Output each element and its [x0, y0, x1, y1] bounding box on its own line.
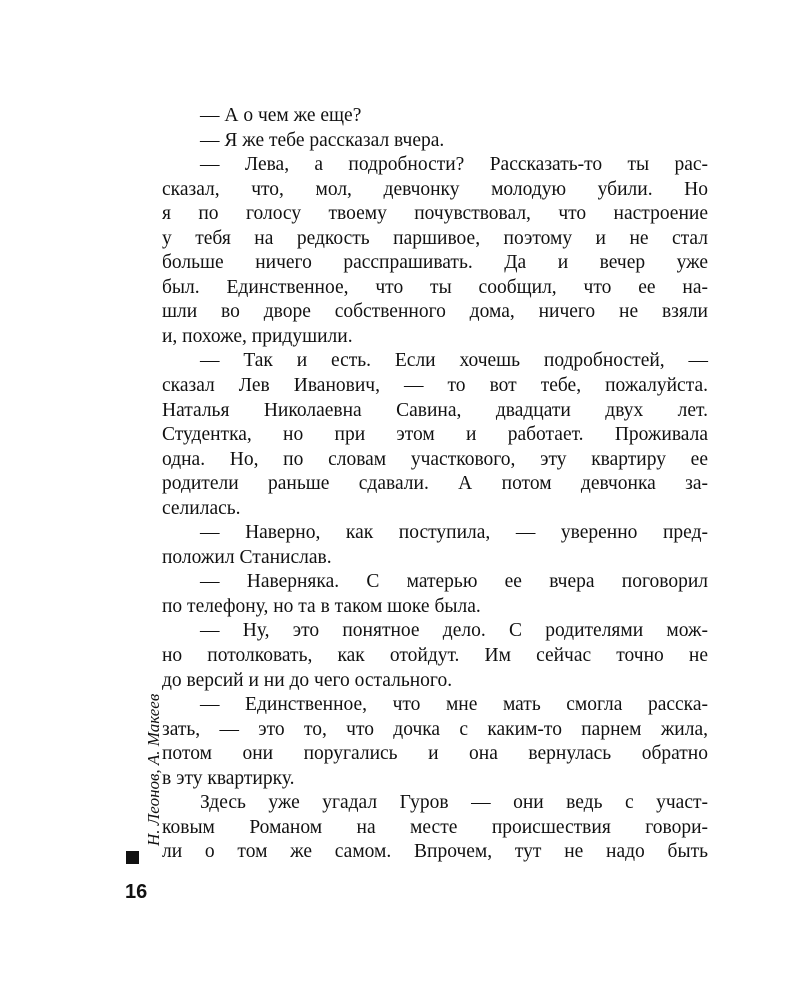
text-line: Наталья Николаевна Савина, двадцати двух лет.: [162, 399, 708, 421]
page-number: 16: [125, 881, 148, 903]
text-line: но потолковать, как отойдут. Им сейчас точно не: [162, 645, 708, 667]
text-line: Здесь уже угадал Гуров — они ведь с участ-: [200, 792, 708, 814]
text-line: у тебя на редкость паршивое, поэтому и не стал: [162, 227, 708, 249]
text-line: — Наверняка. С матерью ее вчера поговорил: [200, 571, 708, 593]
text-line: Студентка, но при этом и работает. Проживала: [162, 424, 708, 446]
text-line: — Ну, это понятное дело. С родителями мож-: [200, 620, 708, 642]
text-line: был. Единственное, что ты сообщил, что ее на-: [162, 276, 708, 298]
text-line: в эту квартирку.: [162, 767, 295, 789]
text-line: ковым Романом на месте происшествия говори-: [162, 816, 708, 838]
text-line: я по голосу твоему почувствовал, что настроение: [162, 203, 708, 225]
text-line: по телефону, но та в таком шоке была.: [162, 595, 481, 617]
text-line: — Я же тебе рассказал вчера.: [200, 129, 445, 151]
running-head-authors: Н. Леонов, А. Макеев: [144, 693, 163, 846]
text-line: ли о том же самом. Впрочем, тут не надо быть: [162, 841, 708, 863]
text-line: — А о чем же еще?: [200, 105, 362, 126]
text-line: положил Станислав.: [162, 546, 332, 568]
text-line: сказал Лев Иванович, — то вот тебе, пожалуйста.: [162, 375, 708, 397]
text-line: сказал, что, мол, девчонку молодую убили. Но: [162, 178, 708, 200]
text-line: — Наверно, как поступила, — уверенно пред-: [200, 522, 708, 544]
text-line: до версий и ни до чего остального.: [162, 669, 453, 691]
text-line: потом они поругались и она вернулась обратно: [162, 743, 708, 765]
text-line: одна. Но, по словам участкового, эту квартиру ее: [162, 448, 708, 470]
text-line: и, похоже, придушили.: [162, 325, 353, 347]
square-marker-icon: [126, 851, 139, 864]
text-line: — Лева, а подробности? Рассказать-то ты рас-: [200, 154, 708, 176]
text-line: родители раньше сдавали. А потом девчонка за-: [162, 473, 708, 495]
text-line: зать, — это то, что дочка с каким-то парнем жила,: [162, 718, 708, 740]
text-line: шли во дворе собственного дома, ничего не взяли: [162, 301, 708, 323]
text-line: селилась.: [162, 497, 241, 519]
body-text: [162, 104, 708, 865]
text-line: больше ничего расспрашивать. Да и вечер уже: [162, 252, 708, 274]
text-line: — Так и есть. Если хочешь подробностей, —: [200, 350, 708, 372]
text-line: — Единственное, что мне мать смогла расска-: [200, 694, 708, 716]
